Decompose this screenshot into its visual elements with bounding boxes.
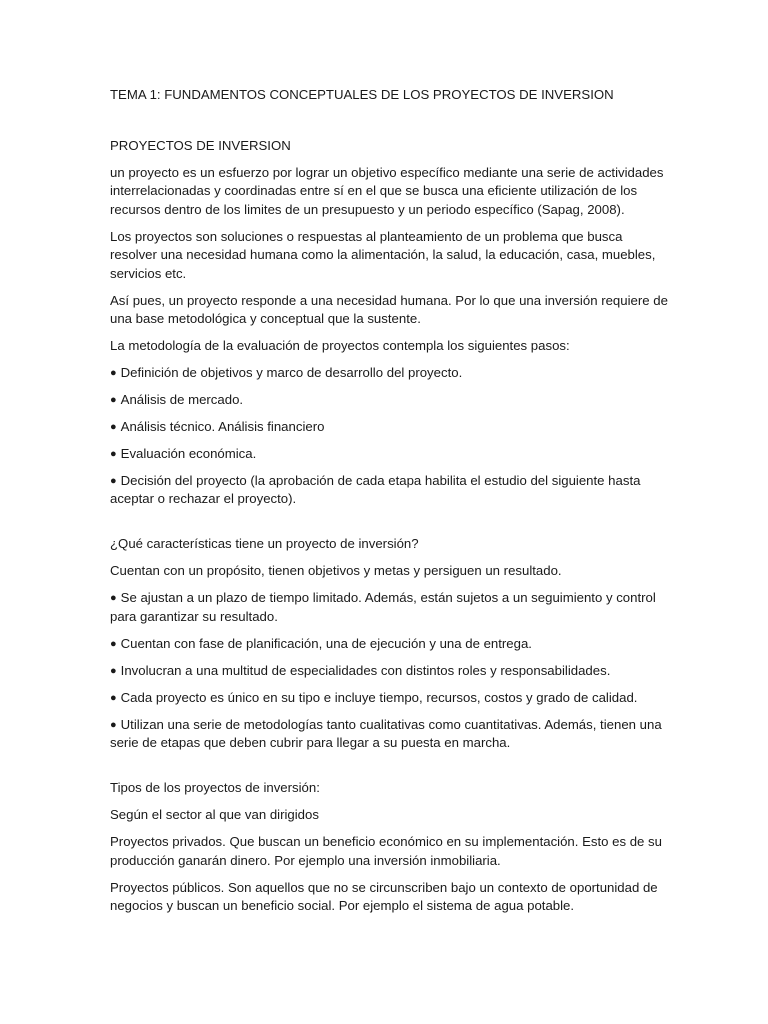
bullet-icon: ● — [110, 367, 117, 380]
section3-paragraph-2: Proyectos públicos. Son aquellos que no se circunscriben bajo un contexto de oportunidad de negocios y buscan un beneficio social. Por ejemplo el sistema de agua potable. — [110, 879, 658, 914]
bullet-icon: ● — [110, 691, 117, 704]
bullet-icon: ● — [110, 421, 117, 434]
section3-paragraph-1: Proyectos privados. Que buscan un beneficio económico en su implementación. Esto es de su producción ganarán dinero. Por ejemplo una inversión inmobiliaria. — [110, 834, 662, 868]
bullet-icon: ● — [110, 475, 117, 488]
bullet-icon: ● — [110, 592, 117, 605]
section3-subheading: Según el sector al que van dirigidos — [110, 807, 319, 823]
document-title: TEMA 1: FUNDAMENTOS CONCEPTUALES DE LOS PROYECTOS DE INVERSION — [110, 87, 614, 102]
section3-heading: Tipos de los proyectos de inversión: — [110, 780, 320, 796]
bullet-icon: ● — [110, 394, 117, 407]
spacer — [110, 517, 670, 535]
section1-paragraph-3: Así pues, un proyecto responde a una necesidad humana. Por lo que una inversión requiere de una base metodológica y conceptual que la sustente. — [110, 292, 668, 327]
bullet-text: Evaluación económica. — [120, 446, 257, 462]
section1-paragraph-2: Los proyectos son soluciones o respuestas al planteamiento de un problema que busca resolver una necesidad humana como la alimentación, la salud, la educación, casa, muebles, servicios etc. — [110, 228, 656, 281]
section2-bullet-3 — [110, 662, 670, 680]
bullet-icon: ● — [110, 448, 117, 461]
section2-bullet-2 — [110, 635, 670, 653]
section1-paragraph-4: La metodología de la evaluación de proyectos contempla los siguientes pasos: — [110, 338, 570, 354]
spacer — [110, 761, 670, 779]
bullet-text: Análisis técnico. Análisis financiero — [120, 419, 325, 435]
section1-bullet-5 — [110, 472, 670, 509]
section2-bullet-1 — [110, 589, 670, 626]
section2-heading: ¿Qué características tiene un proyecto de inversión? — [110, 536, 419, 552]
document-page — [110, 86, 670, 924]
section1-paragraph-1: un proyecto es un esfuerzo por lograr un objetivo específico mediante una serie de actividades interrelacionadas y coordinadas entre sí en el que se busca una eficiente utilización de los recursos dentro de los limites de un presupuesto y un periodo específico (Sapag, 2008). — [110, 165, 664, 217]
bullet-text: Análisis de mercado. — [120, 392, 244, 408]
section1-heading: PROYECTOS DE INVERSION — [110, 138, 291, 153]
bullet-text: Decisión del proyecto (la aprobación de cada etapa habilita el estudio del siguiente hasta aceptar o rechazar el proyecto). — [110, 473, 641, 507]
section1-bullet-1 — [110, 364, 670, 382]
bullet-icon: ● — [110, 718, 117, 731]
bullet-text: Involucran a una multitud de especialidades con distintos roles y responsabilidades. — [120, 662, 611, 678]
bullet-icon: ● — [110, 637, 117, 650]
bullet-text: Definición de objetivos y marco de desarrollo del proyecto. — [120, 365, 463, 381]
section1-bullet-2 — [110, 391, 670, 409]
bullet-icon: ● — [110, 664, 117, 677]
bullet-text: Cada proyecto es único en su tipo e incluye tiempo, recursos, costos y grado de calidad. — [120, 689, 638, 705]
section1-bullet-4 — [110, 445, 670, 463]
spacer — [110, 113, 670, 137]
section1-bullet-3 — [110, 418, 670, 436]
bullet-text: Cuentan con fase de planificación, una de ejecución y una de entrega. — [120, 635, 532, 651]
section2-bullet-4 — [110, 689, 670, 707]
bullet-text: Se ajustan a un plazo de tiempo limitado. Además, están sujetos a un seguimiento y control para garantizar su resultado. — [110, 590, 656, 624]
section2-intro: Cuentan con un propósito, tienen objetivos y metas y persiguen un resultado. — [110, 563, 562, 579]
section2-bullet-5 — [110, 716, 670, 753]
bullet-text: Utilizan una serie de metodologías tanto cualitativas como cuantitativas. Además, tienen una serie de etapas que deben cubrir para llegar a su puesta en marcha. — [110, 716, 662, 751]
